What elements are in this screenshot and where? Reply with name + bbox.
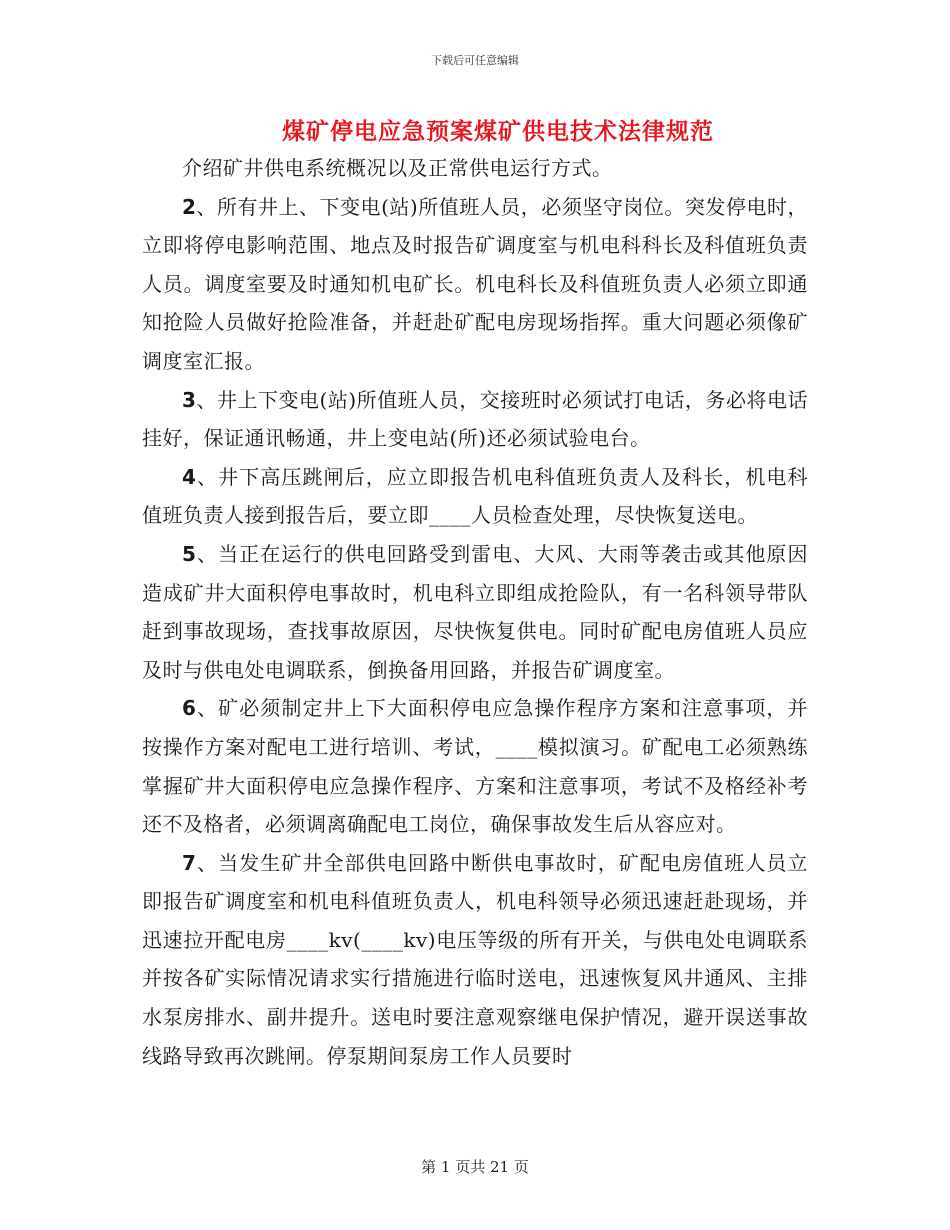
paragraph-text: 、井上下变电(站)所值班人员，交接班时必须试打电话，务必将电话挂好，保证通讯畅通，井上变电站(所)还必须试验电台。 (142, 387, 808, 451)
paragraph-text: 、当正在运行的供电回路受到雷电、大风、大雨等袭击或其他原因造成矿井大面积停电事故时，机电科立即组成抢险队，有一名科领导带队赶到事故现场，查找事故原因，尽快恢复供电。同时矿配电房值班人员应及时与供电处电调联系，倒换备用回路，并报告矿调度室。 (142, 541, 808, 682)
page-number: 第 1 页共 21 页 (421, 1158, 529, 1176)
page-header-note: 下载后可任意编辑 (431, 54, 519, 67)
paragraph-1 (142, 149, 808, 188)
paragraph-3 (142, 381, 808, 458)
paragraph-5 (142, 535, 808, 689)
paragraph-text: 、当发生矿井全部供电回路中断供电事故时，矿配电房值班人员立即报告矿调度室和机电科值班负责人，机电科领导必须迅速赶赴现场，并迅速拉开配电房____kv(____kv)电压等级的所有开关，与供电处电调联系并按各矿实际情况请求实行措施进行临时送电，迅速恢复风井通风、主排水泵房排水、副井提升。送电时要注意观察继电保护情况，避开误送事故线路导致再次跳闸。停泵期间泵房工作人员要时 (142, 850, 808, 1068)
paragraph-number: 4 (182, 464, 197, 489)
paragraph-text: 、井下高压跳闸后，应立即报告机电科值班负责人及科长，机电科值班负责人接到报告后，要立即____人员检查处理，尽快恢复送电。 (142, 464, 808, 528)
paragraph-2 (142, 188, 808, 381)
paragraph-7 (142, 844, 808, 1076)
paragraph-text: 、矿必须制定井上下大面积停电应急操作程序方案和注意事项，并按操作方案对配电工进行培训、考试，____模拟演习。矿配电工必须熟练掌握矿井大面积停电应急操作程序、方案和注意事项，考试不及格经补考还不及格者，必须调离确配电工岗位，确保事故发生后从容应对。 (142, 696, 808, 837)
document-title: 煤矿停电应急预案煤矿供电技术法律规范 (282, 118, 714, 145)
paragraph-4 (142, 458, 808, 535)
paragraph-number: 2 (182, 194, 197, 219)
paragraph-number: 7 (182, 850, 197, 875)
paragraph-number: 6 (182, 696, 197, 721)
paragraph-number: 3 (182, 387, 197, 412)
paragraph-6 (142, 689, 808, 843)
paragraph-text: 介绍矿井供电系统概况以及正常供电运行方式。 (182, 156, 613, 180)
paragraph-text: 、所有井上、下变电(站)所值班人员，必须坚守岗位。突发停电时，立即将停电影响范围、地点及时报告矿调度室与机电科科长及科值班负责人员。调度室要及时通知机电矿长。机电科长及科值班负责人必须立即通知抢险人员做好抢险准备，并赶赴矿配电房现场指挥。重大问题必须像矿调度室汇报。 (142, 194, 808, 373)
paragraph-number: 5 (182, 541, 197, 566)
document-body (142, 149, 808, 1075)
